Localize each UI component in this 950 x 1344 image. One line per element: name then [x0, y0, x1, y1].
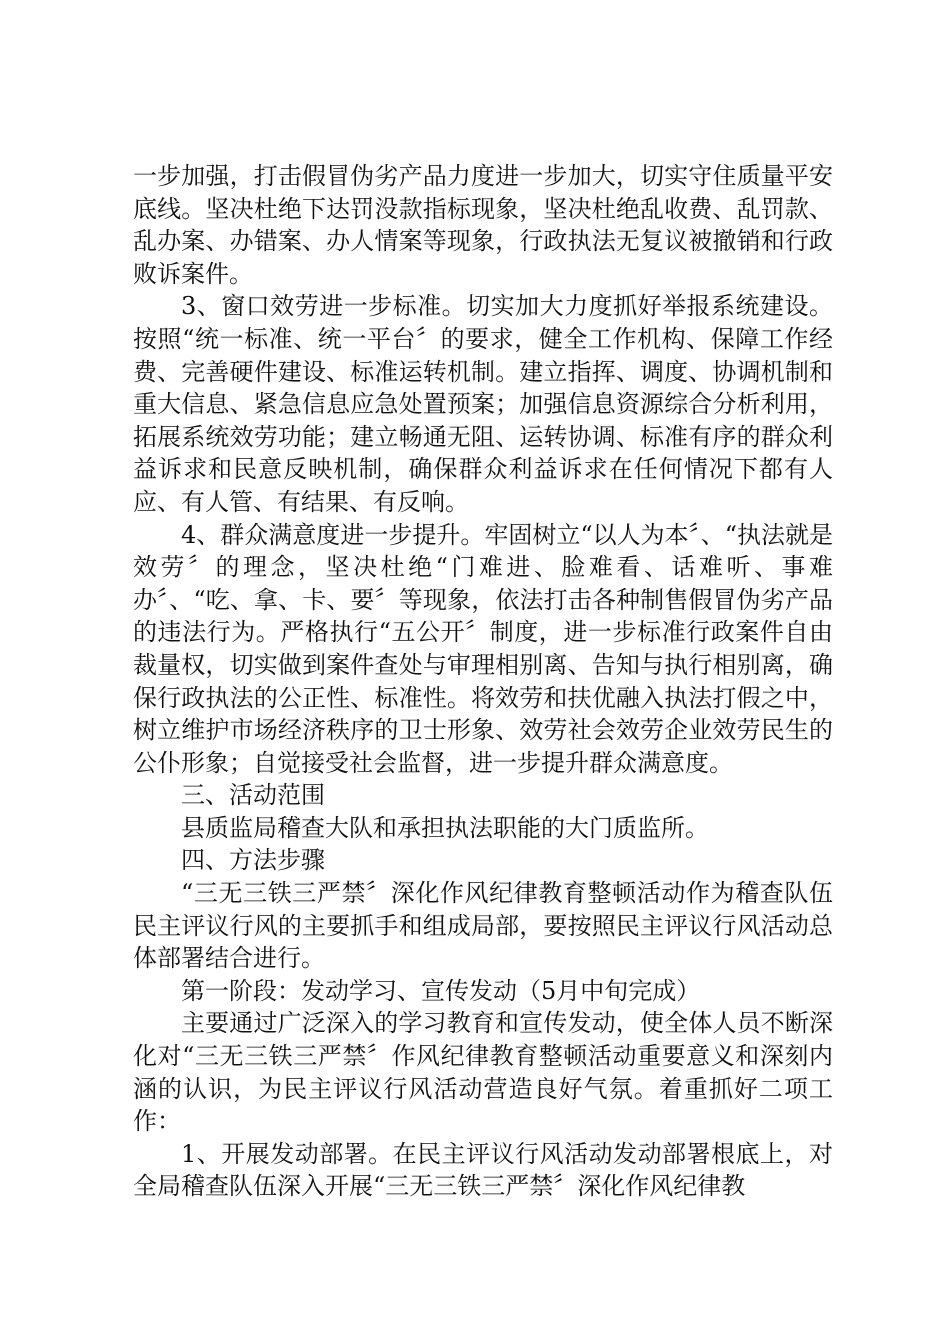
- document-body: [133, 160, 833, 1203]
- paragraph: 3、窗口效劳进一步标准。切实加大力度抓好举报系统建设。按照“统一标准、统一平台〞的要求，健全工作机构、保障工作经费、完善硬件建设、标准运转机制。建立指挥、调度、协调机制和重大信息、紧急信息应急处置预案；加强信息资源综合分析利用，拓展系统效劳功能；建立畅通无阻、运转协调、标准有序的群众利益诉求和民意反映机制，确保群众利益诉求在任何情况下都有人应、有人管、有结果、有反响。: [133, 292, 833, 516]
- stage-heading: 第一阶段：发动学习、宣传发动（5月中旬完成）: [181, 976, 701, 1005]
- paragraph: 4、群众满意度进一步提升。牢固树立“以人为本〞、“执法就是效劳〞的理念，坚决杜绝“门难进、脸难看、话难听、事难办〞、“吃、拿、卡、要〞等现象，依法打击各种制售假冒伪劣产品的违法行为。严格执行“五公开〞制度，进一步标准行政案件自由裁量权，切实做到案件查处与审理相别离、告知与执行相别离，确保行政执法的公正性、标准性。将效劳和扶优融入执法打假之中，树立维护市场经济秩序的卫士形象、效劳社会效劳企业效劳民生的公仆形象；自觉接受社会监督，进一步提升群众满意度。: [133, 520, 833, 777]
- paragraph: 县质监局稽查大队和承担执法职能的大门质监所。: [181, 813, 709, 842]
- paragraph: 1、开展发动部署。在民主评议行风活动发动部署根底上，对全局稽查队伍深入开展“三无三铁三严禁〞深化作风纪律教: [133, 1139, 833, 1201]
- paragraph: “三无三铁三严禁〞深化作风纪律教育整顿活动作为稽查队伍民主评议行风的主要抓手和组成局部，要按照民主评议行风活动总体部署结合进行。: [133, 879, 833, 973]
- paragraph: 一步加强，打击假冒伪劣产品力度进一步加大，切实守住质量平安底线。坚决杜绝下达罚没款指标现象，坚决杜绝乱收费、乱罚款、乱办案、办错案、办人情案等现象，行政执法无复议被撤销和行政败诉案件。: [133, 162, 833, 288]
- paragraph: 主要通过广泛深入的学习教育和宣传发动，使全体人员不断深化对“三无三铁三严禁〞作风纪律教育整顿活动重要意义和深刻内涵的认识，为民主评议行风活动营造良好气氛。着重抓好二项工作：: [133, 1009, 833, 1136]
- section-heading: 三、活动范围: [181, 781, 325, 810]
- section-heading: 四、方法步骤: [181, 846, 325, 875]
